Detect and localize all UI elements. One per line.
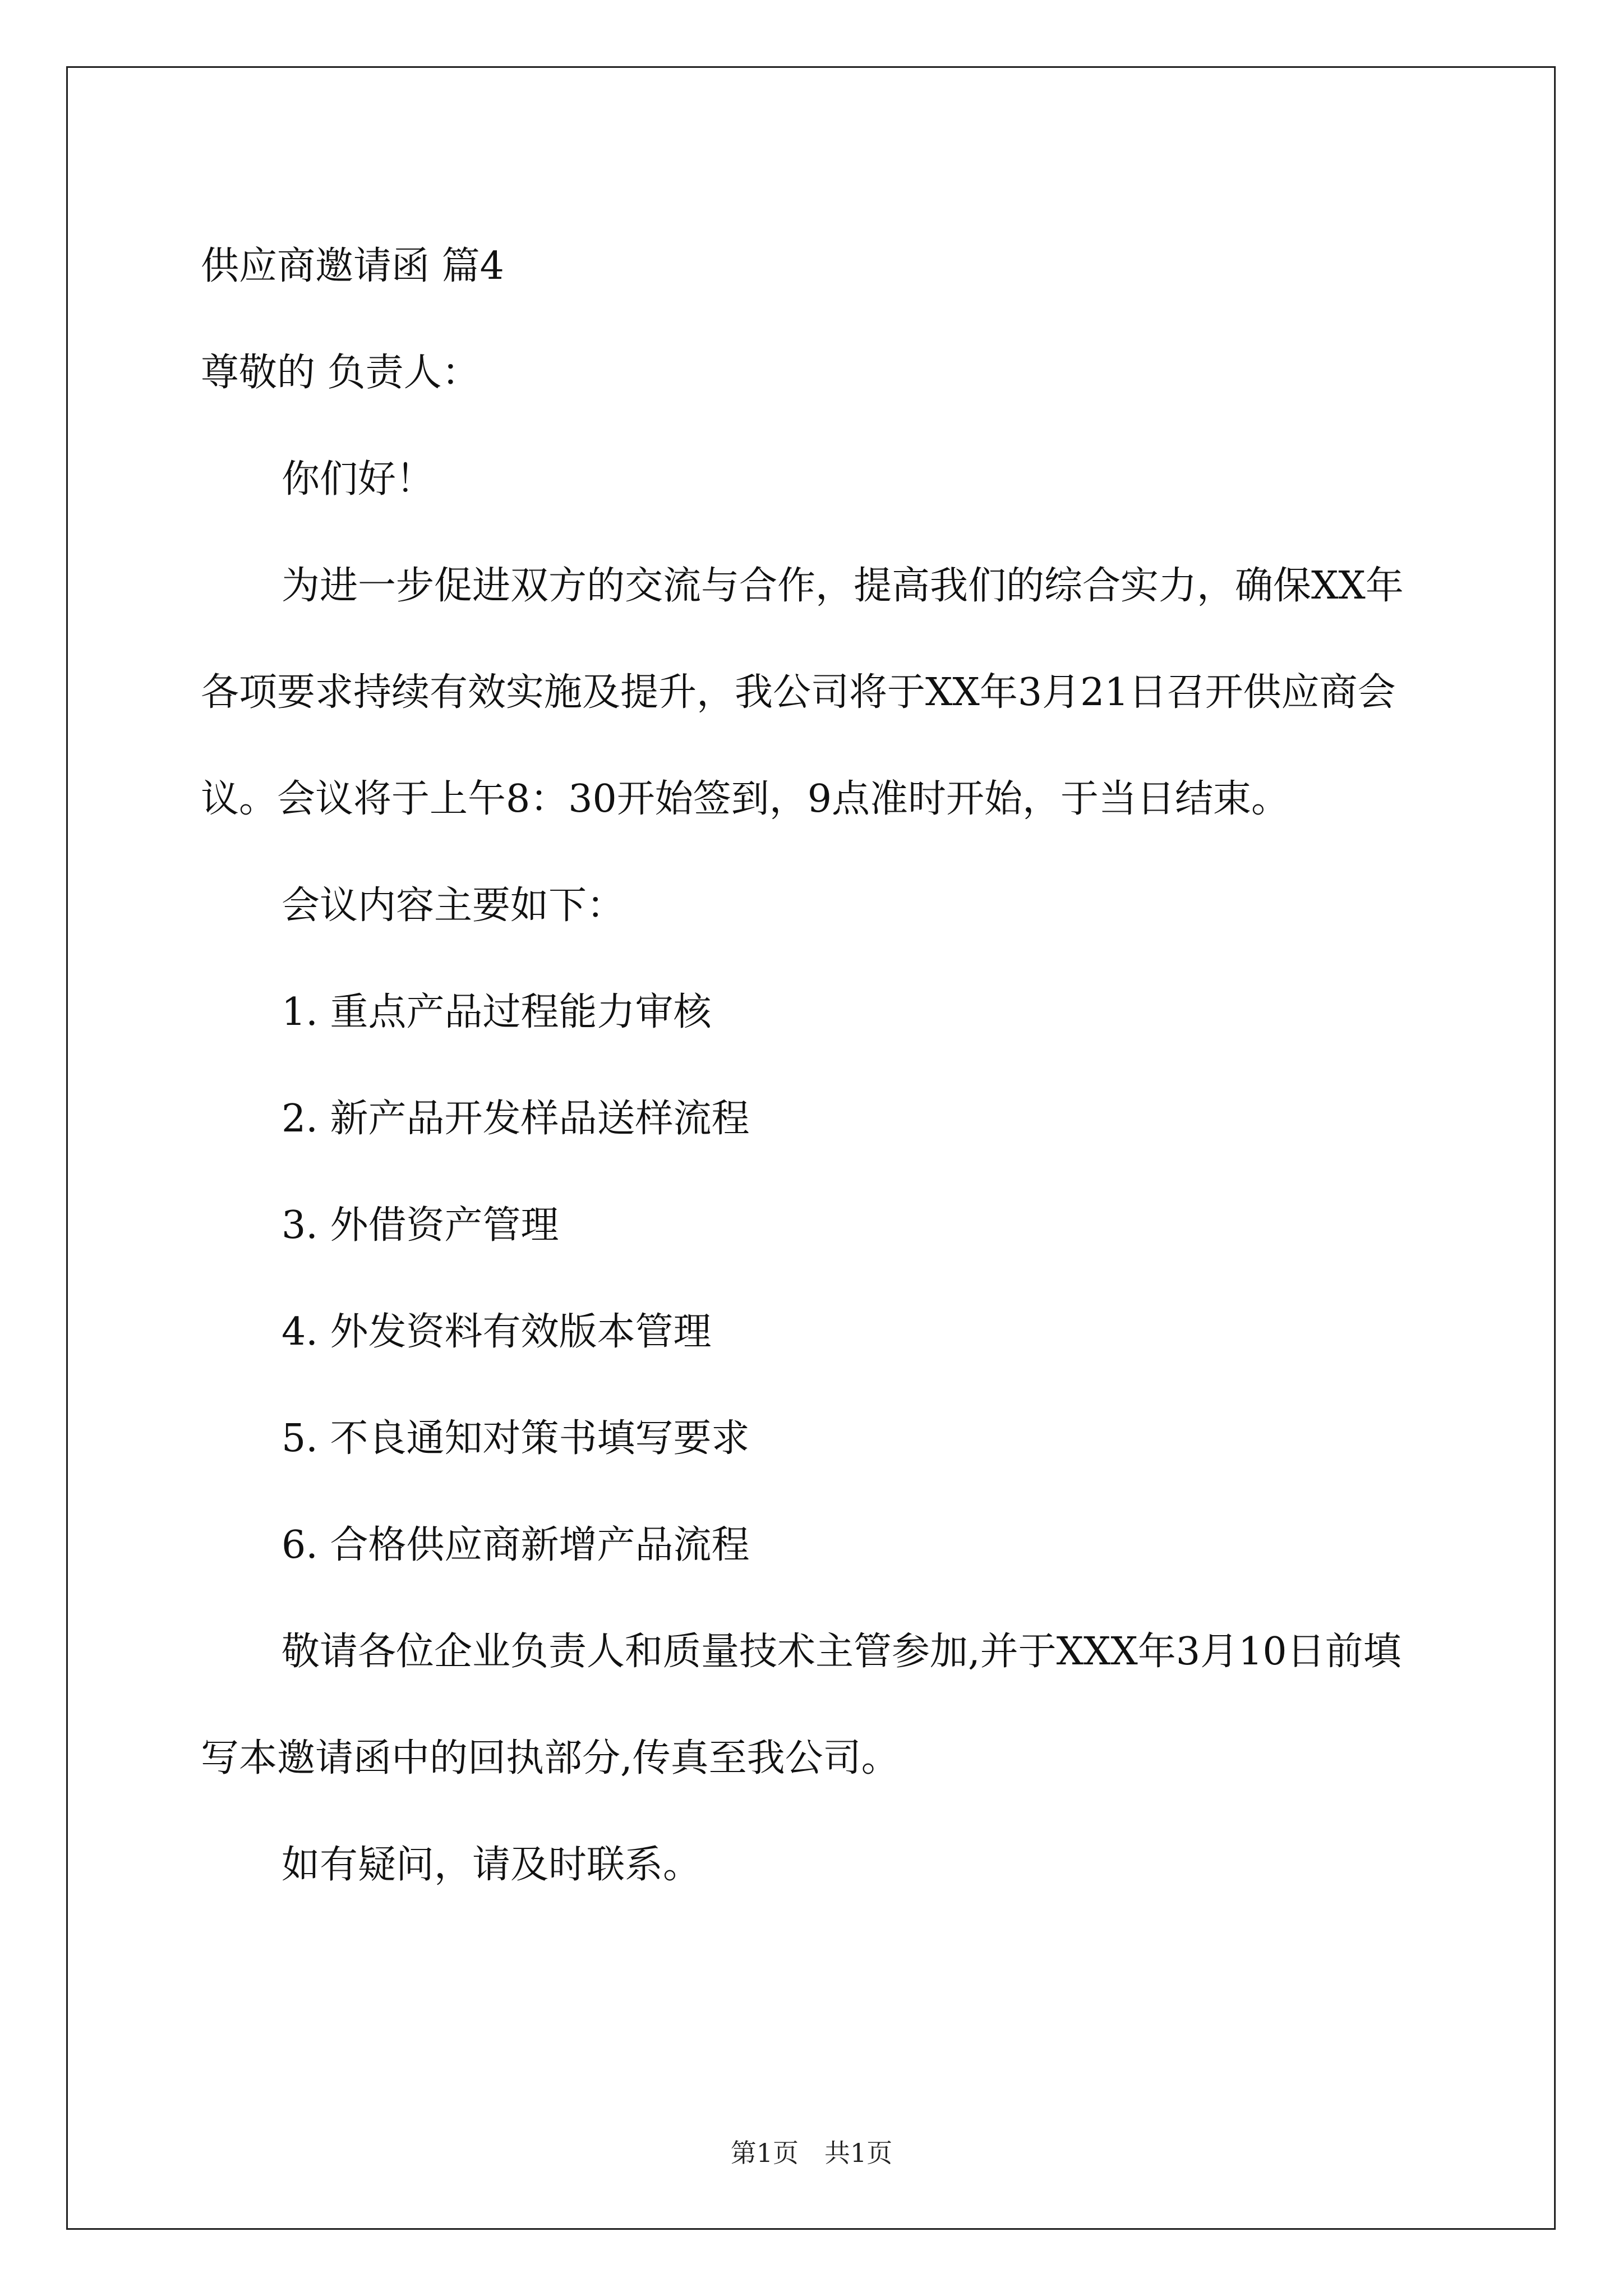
- document-title: 供应商邀请函 篇4: [201, 244, 504, 288]
- agenda-item: 4. 外发资料有效版本管理: [282, 1310, 712, 1354]
- agenda-item: 6. 合格供应商新增产品流程: [282, 1523, 750, 1567]
- closing-line: 如有疑问，请及时联系。: [282, 1843, 702, 1887]
- agenda-item: 3. 外借资产管理: [282, 1203, 559, 1248]
- salutation: 尊敬的 负责人：: [201, 351, 480, 395]
- paragraph-meeting-notice: 为进一步促进双方的交流与合作，提高我们的综合实力，确保XX年各项要求持续有效实施及提升，我公司将于XX年3月21日召开供应商会议。会议将于上午8：30开始签到，9点准时开始，于当日结束。: [201, 564, 1404, 821]
- greeting: 你们好！: [282, 457, 435, 501]
- agenda-item: 1. 重点产品过程能力审核: [282, 990, 712, 1034]
- agenda-item: 2. 新产品开发样品送样流程: [282, 1097, 750, 1141]
- agenda-intro: 会议内容主要如下：: [282, 884, 625, 928]
- document-body: [201, 213, 1435, 1918]
- paragraph-attendance-request: 敬请各位企业负责人和质量技术主管参加,并于XXX年3月10日前填写本邀请函中的回执部分,传真至我公司。: [201, 1630, 1401, 1780]
- agenda-item: 5. 不良通知对策书填写要求: [282, 1416, 750, 1461]
- page-footer: 第1页 共1页: [730, 2138, 893, 2168]
